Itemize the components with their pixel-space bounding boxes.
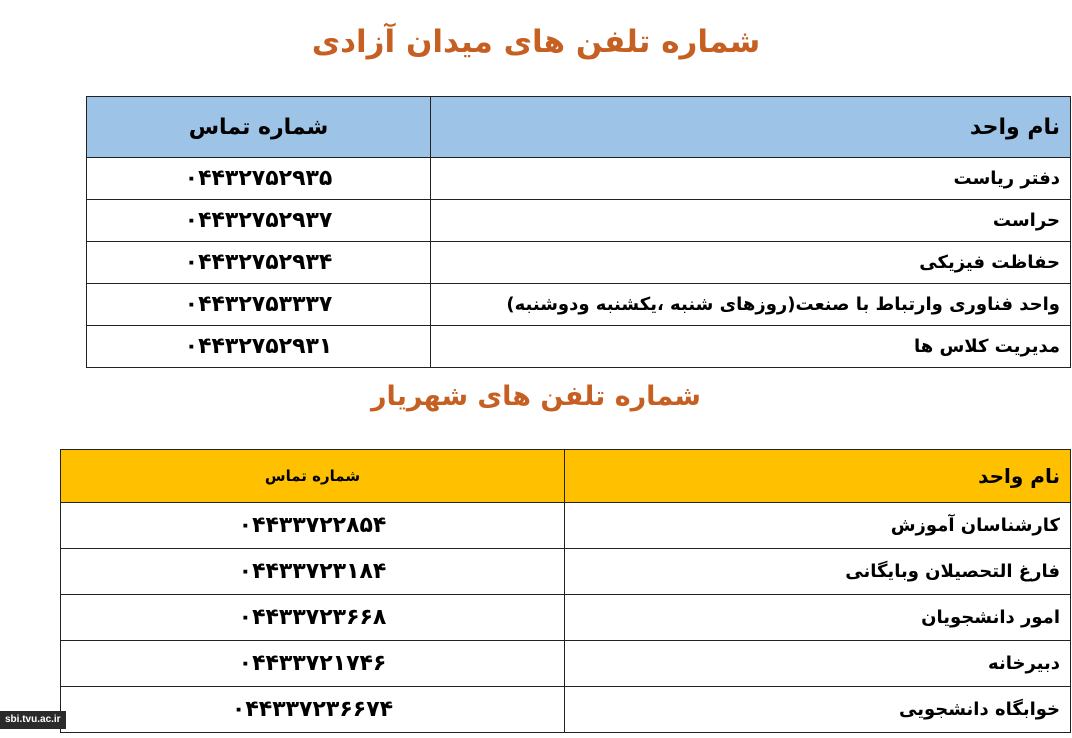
phone-number: ۰۴۴۳۳۷۲۱۷۴۶	[61, 641, 565, 687]
phone-number: ۰۴۴۳۳۷۲۳۶۶۸	[61, 595, 565, 641]
unit-name: مدیریت کلاس ها	[431, 326, 1071, 368]
phone-number: ۰۴۴۳۲۷۵۲۹۳۴	[87, 242, 431, 284]
table-row	[61, 549, 1071, 595]
unit-name: امور دانشجویان	[565, 595, 1071, 641]
phone-number: ۰۴۴۳۲۷۵۲۹۳۵	[87, 158, 431, 200]
table-row	[87, 200, 1071, 242]
phone-number: ۰۴۴۳۲۷۵۳۳۳۷	[87, 284, 431, 326]
section-title: شماره تلفن های شهریار	[371, 381, 701, 412]
phone-number: ۰۴۴۳۳۷۲۳۶۶۷۴	[61, 687, 565, 733]
header-phone: شماره تماس	[87, 97, 431, 158]
unit-name: حفاظت فیزیکی	[431, 242, 1071, 284]
table-row	[61, 503, 1071, 549]
phone-number: ۰۴۴۳۳۷۲۲۸۵۴	[61, 503, 565, 549]
unit-name: واحد فناوری وارتباط با صنعت(روزهای شنبه ،یکشنبه ودوشنبه)	[431, 284, 1071, 326]
unit-name: کارشناسان آموزش	[565, 503, 1071, 549]
table-row	[87, 158, 1071, 200]
unit-name: دفتر ریاست	[431, 158, 1071, 200]
table-header-row	[87, 97, 1071, 158]
header-unit: نام واحد	[431, 97, 1071, 158]
table-row	[61, 641, 1071, 687]
site-watermark: sbi.tvu.ac.ir	[0, 711, 66, 729]
unit-name: دبیرخانه	[565, 641, 1071, 687]
unit-name: فارغ التحصیلان وبایگانی	[565, 549, 1071, 595]
unit-name: حراست	[431, 200, 1071, 242]
page-title: شماره تلفن های میدان آزادی	[311, 24, 761, 60]
table-row	[61, 595, 1071, 641]
phone-number: ۰۴۴۳۳۷۲۳۱۸۴	[61, 549, 565, 595]
header-unit: نام واحد	[565, 450, 1071, 503]
phone-table-azadi	[86, 96, 1071, 368]
table-row	[87, 284, 1071, 326]
table-row	[87, 326, 1071, 368]
phone-number: ۰۴۴۳۲۷۵۲۹۳۱	[87, 326, 431, 368]
phone-number: ۰۴۴۳۲۷۵۲۹۳۷	[87, 200, 431, 242]
unit-name: خوابگاه دانشجویی	[565, 687, 1071, 733]
phone-table-shahriar	[60, 449, 1071, 733]
table-row	[61, 687, 1071, 733]
header-phone: شماره تماس	[61, 450, 565, 503]
table-header-row	[61, 450, 1071, 503]
table-row	[87, 242, 1071, 284]
